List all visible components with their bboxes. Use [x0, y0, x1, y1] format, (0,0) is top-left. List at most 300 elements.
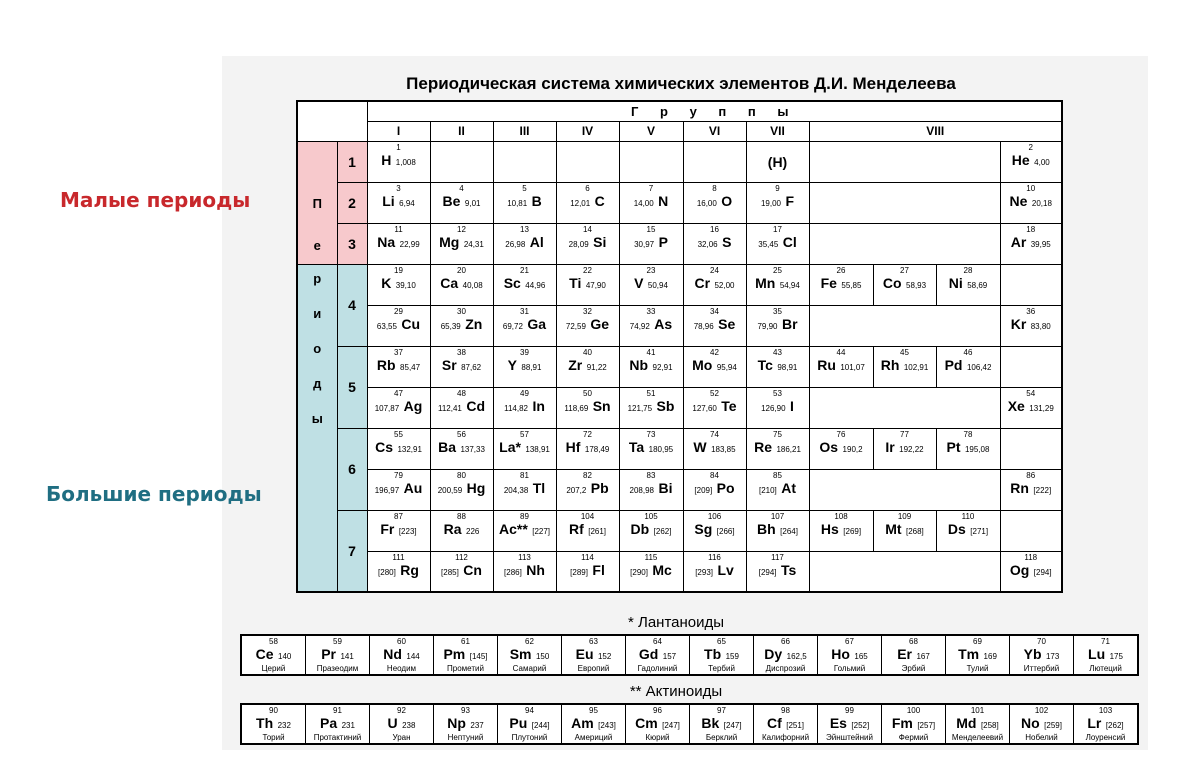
element-td [493, 346, 556, 387]
atomic-number: 1 [396, 142, 401, 152]
element-symbol: Ts [780, 561, 797, 578]
element-symbol: Si [593, 233, 607, 250]
atomic-number: 111 [392, 552, 405, 562]
atomic-number: 54 [1026, 388, 1036, 398]
element-cell [818, 636, 881, 674]
atomic-number: 116 [708, 552, 721, 562]
element-name: Неодим [386, 664, 417, 673]
element-main [622, 193, 681, 212]
element-symbol: Rf [568, 520, 584, 537]
element-symbol: Ba [438, 438, 456, 455]
group-number: III [493, 121, 556, 141]
element-td [556, 551, 619, 592]
atomic-number: 93 [461, 706, 470, 715]
series-element-td [562, 704, 626, 744]
element-main [496, 480, 554, 499]
atomic-mass: [271] [970, 526, 989, 536]
element-symbol: Tm [958, 646, 980, 662]
element-td [936, 264, 1000, 305]
atomic-mass: 126,90 [761, 403, 786, 413]
atomic-number: 42 [710, 347, 719, 357]
element-td [746, 428, 809, 469]
element-main [564, 646, 623, 665]
atomic-mass: 207,2 [566, 485, 587, 495]
atomic-mass: 231 [341, 721, 355, 730]
element-symbol: Nh [526, 561, 545, 578]
element-main [433, 398, 491, 417]
atomic-mass: 196,97 [374, 485, 400, 495]
atomic-mass: 6,94 [399, 198, 415, 208]
element-main [812, 357, 871, 376]
element-td [1000, 387, 1062, 428]
period-number: 6 [337, 428, 367, 510]
atomic-number: 27 [900, 265, 909, 275]
element-name: Калифорний [761, 733, 810, 742]
element-td [619, 551, 683, 592]
atomic-number: 32 [583, 306, 592, 316]
element-td [556, 510, 619, 551]
atomic-number: 99 [845, 706, 854, 715]
element-td [619, 428, 683, 469]
atomic-number: 2 [1028, 142, 1033, 152]
atomic-number: 91 [333, 706, 342, 715]
element-td [556, 387, 619, 428]
element-td [1000, 223, 1062, 264]
periodic-table [296, 100, 1063, 593]
element-symbol: Ir [885, 438, 895, 455]
atomic-number: 9 [775, 183, 780, 193]
element-td [367, 551, 430, 592]
period-number: 7 [337, 510, 367, 592]
atomic-number: 36 [1026, 306, 1036, 316]
element-cell [242, 636, 305, 674]
element-symbol: Mo [692, 356, 713, 373]
empty-cell [1000, 264, 1062, 305]
element-main [686, 357, 744, 376]
atomic-number: 14 [583, 224, 592, 234]
element-symbol: Mt [885, 520, 902, 537]
atomic-number: 62 [525, 637, 534, 646]
series-element-td [306, 635, 370, 675]
element-cell [1074, 705, 1137, 743]
element-main [564, 715, 623, 734]
atomic-mass: [293] [695, 567, 713, 577]
element-main [500, 646, 559, 665]
atomic-number: 71 [1101, 637, 1110, 646]
atomic-mass: 98,91 [777, 362, 798, 372]
element-symbol: Sm [509, 646, 532, 662]
element-td [556, 346, 619, 387]
element-main [1076, 646, 1135, 665]
periods-letter: П [312, 195, 322, 211]
atomic-mass: [243] [598, 721, 616, 730]
element-main [370, 152, 428, 171]
element-main [559, 562, 617, 581]
series-element-td [1010, 704, 1074, 744]
element-main [820, 646, 879, 665]
atomic-mass: [227] [532, 526, 551, 536]
atomic-mass: 30,97 [634, 239, 655, 249]
element-symbol: U [387, 715, 398, 731]
element-symbol: Zn [465, 315, 483, 332]
atomic-mass: 1,008 [395, 157, 416, 167]
atomic-number: 26 [836, 265, 846, 275]
element-main [876, 439, 934, 458]
atomic-number: 115 [644, 552, 658, 562]
atomic-number: 109 [897, 511, 912, 521]
atomic-mass: 91,22 [586, 362, 607, 372]
atomic-number: 41 [646, 347, 656, 357]
element-symbol: B [531, 192, 542, 209]
element-td [556, 428, 619, 469]
element-main [692, 646, 751, 665]
series-element-td [882, 635, 946, 675]
atomic-mass: 180,95 [648, 444, 674, 454]
group-number: II [430, 121, 493, 141]
series-element-td [1010, 635, 1074, 675]
element-cell [882, 705, 945, 743]
atomic-mass: [262] [1105, 721, 1124, 730]
element-main [370, 193, 428, 212]
element-td [619, 387, 683, 428]
atomic-number: 96 [653, 706, 662, 715]
element-cell [1074, 636, 1137, 674]
element-symbol: Cf [766, 715, 782, 731]
element-main [370, 234, 428, 253]
element-td [493, 223, 556, 264]
atomic-mass: 9,01 [464, 198, 481, 208]
element-symbol: S [722, 233, 732, 250]
element-symbol: Bh [757, 520, 776, 537]
element-symbol: N [658, 192, 669, 209]
element-td [683, 223, 746, 264]
element-td [683, 264, 746, 305]
atomic-mass: 14,00 [633, 198, 654, 208]
atomic-number: 94 [525, 706, 534, 715]
atomic-mass: 52,00 [714, 280, 735, 290]
element-main [496, 193, 554, 212]
atomic-mass: 127,60 [692, 403, 717, 413]
element-main [433, 562, 491, 581]
atomic-number: 89 [520, 511, 529, 521]
atomic-number: 50 [583, 388, 592, 398]
element-symbol: Ra [443, 520, 462, 537]
atomic-mass: 178,49 [584, 444, 610, 454]
atomic-number: 76 [836, 429, 846, 439]
element-td [936, 510, 1000, 551]
element-symbol: Bi [658, 479, 673, 496]
atomic-number: 77 [900, 429, 909, 439]
element-symbol: Yb [1023, 646, 1042, 662]
element-cell [370, 705, 433, 743]
element-main [686, 480, 744, 499]
atomic-mass: 169 [983, 652, 997, 661]
element-td [746, 551, 809, 592]
element-main [749, 521, 807, 540]
element-td [936, 346, 1000, 387]
element-main [948, 715, 1007, 734]
series-element-td [626, 704, 690, 744]
element-symbol: H [381, 151, 392, 168]
atomic-number: 117 [771, 552, 784, 562]
element-cell [1010, 636, 1073, 674]
element-symbol: At [781, 479, 797, 496]
atomic-number: 113 [518, 552, 531, 562]
atomic-number: 82 [583, 470, 592, 480]
element-symbol: Ta [628, 438, 645, 455]
element-td [430, 428, 493, 469]
element-td [556, 264, 619, 305]
atomic-mass: 200,59 [437, 485, 463, 495]
atomic-mass: 85,47 [400, 362, 421, 372]
element-symbol: F [785, 192, 795, 209]
element-name: Самарий [512, 664, 547, 673]
atomic-mass: 4,00 [1034, 157, 1050, 167]
actinides-row [240, 703, 1139, 745]
element-symbol: Os [819, 438, 839, 455]
atomic-number: 64 [653, 637, 662, 646]
element-main [686, 275, 744, 294]
element-main [244, 646, 303, 665]
element-main [948, 646, 1007, 665]
element-symbol: Re [754, 438, 772, 455]
atomic-number: 73 [646, 429, 656, 439]
element-main [812, 275, 871, 294]
element-main [876, 521, 934, 540]
periods-letter: о [313, 340, 322, 356]
element-symbol: Pm [443, 646, 466, 662]
series-element-td [818, 635, 882, 675]
element-symbol: Rh [880, 356, 900, 373]
element-name: Эрбий [901, 664, 926, 673]
atomic-mass: 87,62 [461, 362, 482, 372]
element-symbol: Al [529, 233, 544, 250]
element-symbol: Eu [575, 646, 594, 662]
element-symbol: Ga [527, 315, 547, 332]
element-symbol: W [693, 438, 707, 455]
element-symbol: Sg [694, 520, 713, 537]
element-td [873, 428, 936, 469]
element-main [496, 521, 554, 540]
element-main [559, 521, 617, 540]
atomic-mass: 12,01 [570, 198, 591, 208]
element-symbol: Pb [590, 479, 609, 496]
element-td [746, 182, 809, 223]
atomic-mass: 118,69 [564, 403, 589, 413]
element-td [367, 264, 430, 305]
element-symbol: Cu [401, 315, 421, 332]
element-main [559, 398, 617, 417]
atomic-number: 47 [394, 388, 403, 398]
atomic-mass: 39,95 [1030, 239, 1051, 249]
element-cell [370, 636, 433, 674]
element-symbol: Fr [380, 520, 395, 537]
element-main [939, 357, 998, 376]
element-symbol: Ac** [498, 520, 528, 537]
periods-letter: д [313, 375, 322, 391]
atomic-number: 40 [583, 347, 592, 357]
atomic-number: 61 [461, 637, 470, 646]
atomic-mass: [268] [905, 526, 924, 536]
atomic-mass: 26,98 [505, 239, 526, 249]
element-main [433, 316, 491, 335]
element-main [686, 521, 744, 540]
large-periods-label: Большие периоды [46, 482, 262, 506]
element-name: Америций [574, 733, 613, 742]
atomic-number: 102 [1034, 706, 1049, 715]
element-name: Церий [261, 664, 286, 673]
atomic-number: 17 [773, 224, 782, 234]
element-td [1000, 551, 1062, 592]
atomic-mass: 162,5 [786, 652, 807, 661]
element-td [493, 387, 556, 428]
element-name: Прометий [447, 664, 484, 673]
atomic-number: 15 [646, 224, 656, 234]
element-main [749, 439, 807, 458]
element-name: Фермий [898, 733, 929, 742]
atomic-mass: 69,72 [502, 321, 523, 331]
atomic-mass: 65,39 [440, 321, 461, 331]
series-element-td [241, 635, 306, 675]
element-symbol: In [532, 397, 545, 414]
element-td [809, 264, 873, 305]
element-main [1012, 715, 1071, 734]
element-td [683, 428, 746, 469]
element-symbol: Np [447, 715, 466, 731]
atomic-mass: 131,29 [1029, 403, 1054, 413]
atomic-number: 84 [710, 470, 719, 480]
element-main [372, 715, 431, 734]
empty-cell [1000, 428, 1062, 469]
atomic-mass: 157 [662, 652, 677, 661]
atomic-number: 108 [834, 511, 848, 521]
element-td [619, 510, 683, 551]
element-td [430, 223, 493, 264]
element-td [430, 387, 493, 428]
element-td [493, 182, 556, 223]
element-name: Уран [392, 733, 411, 742]
atomic-mass: 95,94 [716, 362, 737, 372]
element-main [876, 357, 934, 376]
empty-cell [809, 387, 1000, 428]
series-element-td [434, 704, 498, 744]
element-symbol: Cd [466, 397, 485, 414]
atomic-mass: 167 [916, 652, 930, 661]
element-main [496, 562, 554, 581]
periods-label-pink [297, 141, 337, 264]
element-td [809, 510, 873, 551]
atomic-number: 104 [580, 511, 595, 521]
element-main [433, 357, 491, 376]
element-symbol: Rn [1010, 479, 1029, 496]
atomic-number: 39 [520, 347, 529, 357]
atomic-mass: 20,18 [1031, 198, 1052, 208]
atomic-number: 35 [773, 306, 782, 316]
element-name: Берклий [705, 733, 738, 742]
element-cell [498, 705, 561, 743]
atomic-mass: [251] [786, 721, 805, 730]
atomic-mass: 92,91 [652, 362, 673, 372]
actinides-title: ** Актиноиды [629, 683, 723, 700]
element-symbol: Dy [764, 646, 783, 662]
element-main [370, 316, 428, 335]
series-element-td [946, 635, 1010, 675]
atomic-number: 69 [973, 637, 982, 646]
element-td [683, 469, 746, 510]
atomic-mass: 132,91 [397, 444, 422, 454]
element-cell [434, 636, 497, 674]
atomic-mass: [247] [662, 721, 680, 730]
element-cell [626, 636, 689, 674]
atomic-number: 88 [457, 511, 466, 521]
element-symbol: Cl [782, 233, 797, 250]
atomic-mass: 138,91 [525, 444, 550, 454]
element-symbol: Pu [509, 715, 528, 731]
series-element-td [498, 704, 562, 744]
atomic-number: 8 [712, 183, 717, 193]
atomic-mass: 159 [725, 652, 739, 661]
element-symbol: As [654, 315, 673, 332]
element-symbol: Ds [947, 520, 966, 537]
element-symbol: C [594, 192, 605, 209]
atomic-number: 37 [394, 347, 403, 357]
atomic-number: 7 [648, 183, 654, 193]
empty-cell [809, 305, 1000, 346]
atomic-mass: 192,22 [899, 444, 924, 454]
atomic-mass: [280] [378, 567, 396, 577]
element-td [746, 387, 809, 428]
element-main [496, 275, 554, 294]
empty-cell [809, 551, 1000, 592]
element-symbol: Y [507, 356, 517, 373]
atomic-number: 18 [1026, 224, 1036, 234]
element-main [436, 646, 495, 665]
atomic-mass: [259] [1044, 721, 1062, 730]
atomic-number: 29 [394, 306, 403, 316]
period-number: 1 [337, 141, 367, 182]
element-cell [882, 636, 945, 674]
element-symbol: Ti [569, 274, 582, 291]
atomic-mass: 141 [340, 652, 354, 661]
element-cell [626, 705, 689, 743]
element-main [749, 275, 807, 294]
element-symbol: Ar [1010, 233, 1027, 250]
atomic-mass: 237 [470, 721, 484, 730]
atomic-number: 70 [1037, 637, 1046, 646]
empty-cell [809, 223, 1000, 264]
atomic-number: 45 [900, 347, 909, 357]
element-td [556, 305, 619, 346]
element-main [622, 480, 681, 499]
hydrogen-placeholder: (H) [746, 141, 809, 182]
element-td [367, 346, 430, 387]
element-td [367, 428, 430, 469]
element-td [619, 305, 683, 346]
periods-letter: ы [311, 410, 323, 426]
element-symbol: Ho [831, 646, 850, 662]
atomic-mass: 114,82 [504, 403, 528, 413]
group-number: VIII [809, 121, 1062, 141]
element-cell [242, 705, 305, 743]
element-main [559, 480, 617, 499]
element-td [430, 346, 493, 387]
atomic-number: 75 [773, 429, 782, 439]
element-main [1003, 316, 1060, 335]
element-main [1003, 152, 1060, 171]
element-main [686, 398, 744, 417]
element-symbol: Na [377, 233, 396, 250]
element-symbol: Ne [1009, 192, 1028, 209]
